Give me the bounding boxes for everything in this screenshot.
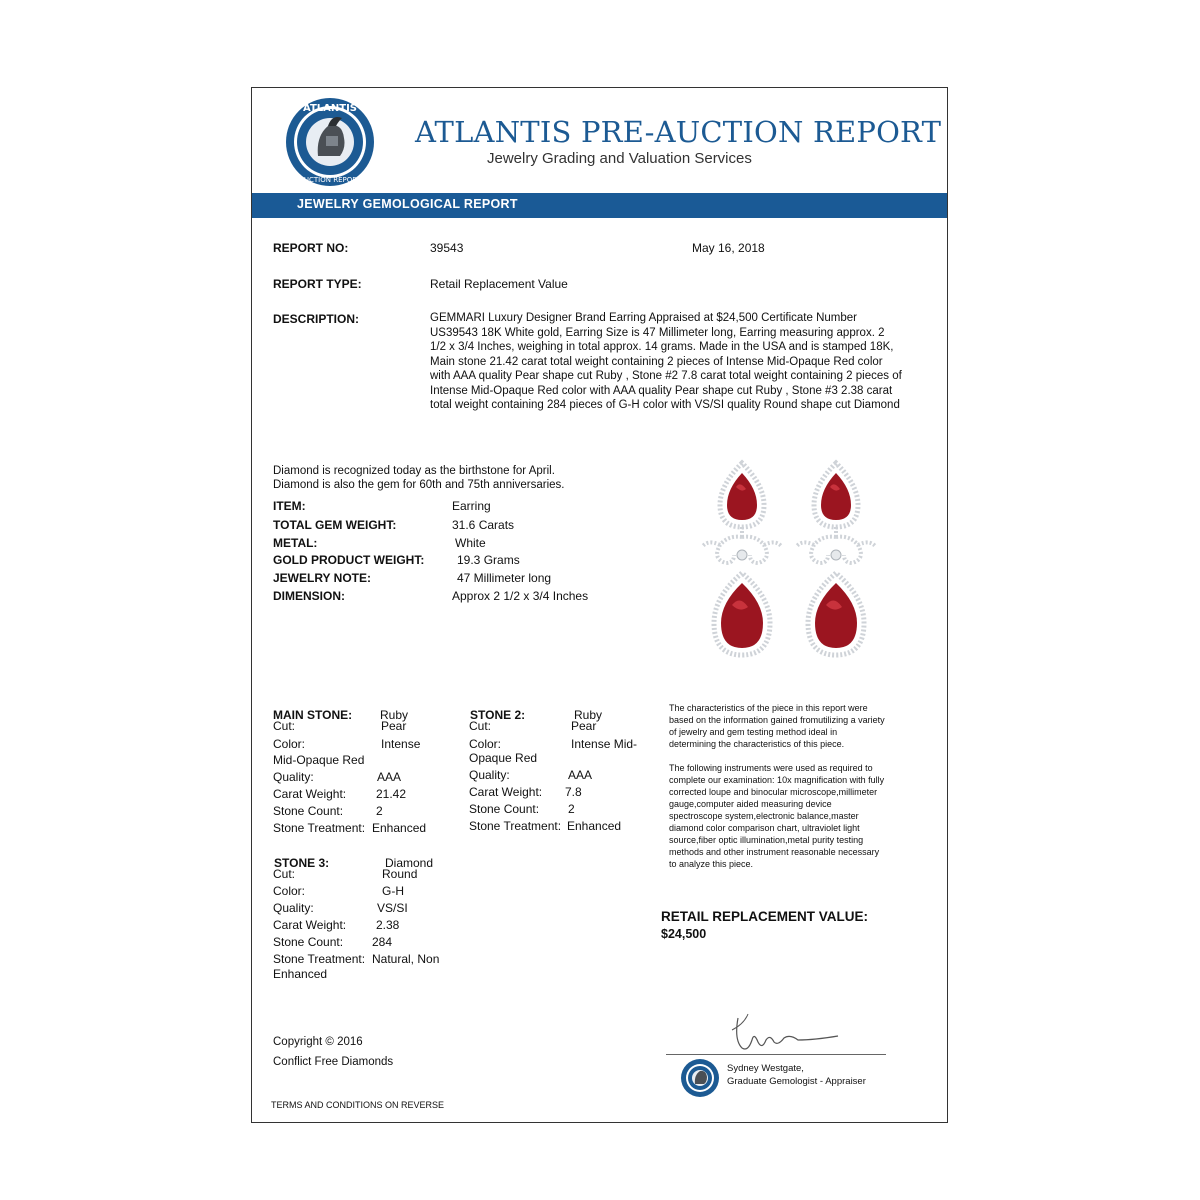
earring-right [796,463,876,655]
stone3-carat: 2.38 [376,918,400,932]
stone3-type: Diamond [385,856,434,870]
metal-value: White [455,536,486,550]
retail-value-amount: $24,500 [661,927,707,941]
stone2-count: 2 [568,802,575,816]
note-line: to analyze this piece. [669,859,754,869]
report-title: ATLANTIS PRE-AUCTION REPORT [415,115,942,149]
note-line: of jewelry and gem testing method ideal in [669,727,838,737]
birthstone-line-1: Diamond is recognized today as the birthstone for April. [273,465,555,477]
note-line: complete our examination: 10x magnification with fully [669,775,885,785]
stone3-treatment: Natural, Non [372,952,440,966]
jewelry-note-label: JEWELRY NOTE: [273,571,372,585]
stone3-count-label: Stone Count: [273,935,344,949]
instruments-note [669,762,884,870]
item-label: ITEM: [273,499,306,513]
main-stone-color-label: Color: [273,737,306,751]
main-stone-quality: AAA [377,770,402,784]
svg-text:ATLANTIS: ATLANTIS [302,103,358,114]
signer-block [727,1062,866,1088]
report-type-label: REPORT TYPE: [273,277,362,291]
main-stone-treatment: Enhanced [372,821,427,835]
stone2-treatment-label: Stone Treatment: [469,819,562,833]
main-stone-cut: Pear [381,719,407,733]
main-stone-color: Intense [381,737,421,751]
dimension-value: Approx 2 1/2 x 3/4 Inches [452,589,589,603]
stone2-color-cont: Opaque Red [469,751,538,765]
stone2-cut-label: Cut: [469,719,492,733]
note-line: spectroscope system,electronic balance,master [669,811,859,821]
main-stone-count: 2 [376,804,383,818]
gold-weight-value: 19.3 Grams [457,553,520,567]
gold-weight-label: GOLD PRODUCT WEIGHT: [273,553,425,567]
stone2-type: Ruby [574,708,603,722]
main-stone-quality-label: Quality: [273,770,314,784]
stone2-carat-label: Carat Weight: [469,785,543,799]
main-stone-title: MAIN STONE: [273,708,353,722]
retail-value-label: RETAIL REPLACEMENT VALUE: [661,909,869,924]
terms-notice: TERMS AND CONDITIONS ON REVERSE [271,1100,445,1110]
ruby-earrings-image [690,455,885,675]
stone2-title: STONE 2: [470,708,526,722]
appraiser-signature [718,1010,843,1060]
stone2-count-label: Stone Count: [469,802,540,816]
earring-left [702,463,782,655]
stone3-quality-label: Quality: [273,901,314,915]
stone2-cut: Pear [571,719,597,733]
stone3-treatment-cont: Enhanced [273,967,328,981]
main-stone-count-label: Stone Count: [273,804,344,818]
main-stone-treatment-label: Stone Treatment: [273,821,366,835]
stone3-color-label: Color: [273,884,306,898]
stone3-carat-label: Carat Weight: [273,918,347,932]
stone2-carat: 7.8 [565,785,582,799]
note-line: corrected loupe and binocular microscope,millimeter [669,787,878,797]
item-value: Earring [452,499,491,513]
stone3-count: 284 [372,935,393,949]
report-subtitle: Jewelry Grading and Valuation Services [487,150,752,167]
characteristics-note [669,702,885,750]
report-no-label: REPORT NO: [273,241,349,255]
note-line: The characteristics of the piece in this report were [669,703,868,713]
stone3-cut: Round [382,867,418,881]
stone3-cut-label: Cut: [273,867,296,881]
stone3-title: STONE 3: [274,856,330,870]
signer-title: Graduate Gemologist - Appraiser [727,1076,866,1087]
jewelry-note-value: 47 Millimeter long [457,571,552,585]
stone2-color-label: Color: [469,737,502,751]
total-gem-weight-label: TOTAL GEM WEIGHT: [273,518,397,532]
note-line: methods and other instrument reasonable necessary [669,847,880,857]
main-stone-color-cont: Mid-Opaque Red [273,753,365,767]
note-line: source,fiber optic illumination,metal purity testing [669,835,864,845]
report-date: May 16, 2018 [692,241,765,255]
stone2-quality: AAA [568,768,593,782]
stone3-color: G-H [382,884,404,898]
birthstone-line-2: Diamond is also the gem for 60th and 75th anniversaries. [273,479,565,491]
banner-title: JEWELRY GEMOLOGICAL REPORT [297,197,518,211]
copyright: Copyright © 2016 [273,1036,363,1048]
note-line: determining the characteristics of this piece. [669,739,845,749]
note-line: The following instruments were used as required to [669,763,873,773]
stone3-quality: VS/SI [377,901,408,915]
total-gem-weight-value: 31.6 Carats [452,518,515,532]
main-stone-carat-label: Carat Weight: [273,787,347,801]
signature-line [666,1054,886,1055]
report-type-value: Retail Replacement Value [430,277,568,291]
svg-text:AUCTION REPORT: AUCTION REPORT [299,176,361,184]
stone3-treatment-label: Stone Treatment: [273,952,366,966]
description-label: DESCRIPTION: [273,312,360,326]
main-stone-cut-label: Cut: [273,719,296,733]
dimension-label: DIMENSION: [273,589,345,603]
metal-label: METAL: [273,536,318,550]
note-line: based on the information gained fromutilizing a variety [669,715,885,725]
stone2-quality-label: Quality: [469,768,510,782]
stone2-treatment: Enhanced [567,819,622,833]
report-no-value: 39543 [430,241,464,255]
stone2-color: Intense Mid- [571,737,638,751]
conflict-free: Conflict Free Diamonds [273,1056,394,1068]
main-stone-type: Ruby [380,708,409,722]
signer-name: Sydney Westgate, [727,1063,804,1074]
note-line: diamond color comparison chart, ultraviolet light [669,823,860,833]
main-stone-carat: 21.42 [376,787,407,801]
note-line: gauge,computer aided measuring device [669,799,832,809]
appraiser-seal [680,1058,720,1098]
atlantis-logo [280,96,380,188]
description-text: GEMMARI Luxury Designer Brand Earring Appraised at $24,500 Certificate Number US39543 18K White gold, Earring Size is 47 Millimeter long, Earring measuring approx. 2 1/2 x 3/4 Inches, weighing in total approx. 14 grams. Made in the USA and is stamped 18K, Main stone 21.42 carat total weight containing 2 pieces of Intense Mid-Opaque Red color with AAA quality Pear shape cut Ruby , Stone #2 7.8 carat total weight containing 2 pieces of Intense Mid-Opaque Red color with AAA quality Pear shape cut Ruby , Stone #3 2.38 carat total weight containing 284 pieces of G-H color with VS/SI quality Round shape cut Diamond [430,312,902,411]
